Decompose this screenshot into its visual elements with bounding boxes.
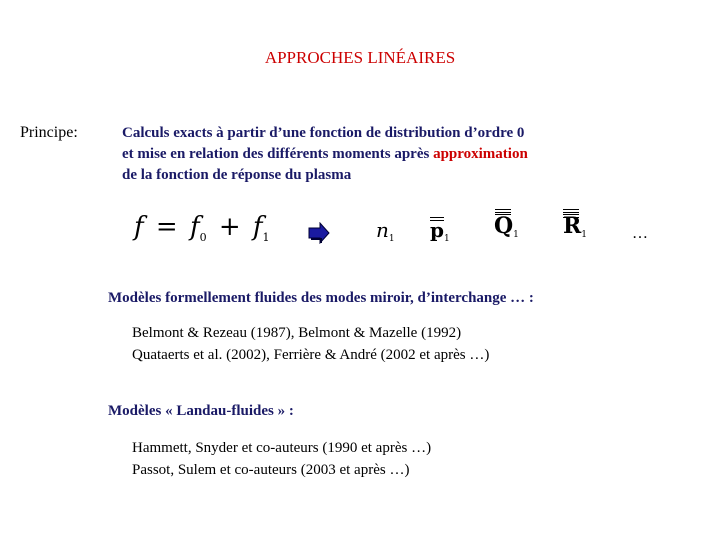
section-fluid-models-refs [132, 322, 489, 366]
eq-f1: f [252, 212, 263, 242]
calculs-line-1-rest: à partir d’une fonction de distribution d’ordre 0 [212, 125, 525, 141]
moment-R-bar-3 [563, 214, 579, 218]
section-landau-fluid-refs [132, 437, 431, 481]
approximation-highlight: approximation [433, 146, 528, 162]
calculs-line-2-start: et mise en relation des différents moments après [122, 146, 434, 162]
section-fluid-models-heading: Modèles formellement fluides des modes miroir, d’interchange … : [108, 290, 534, 306]
moment-R-symbol: R [563, 213, 582, 239]
moment-R-bar [563, 209, 579, 213]
reference-line: Quataerts et al. (2002), Ferrière & André (2002 et après …) [132, 347, 490, 363]
eq-sub0: 0 [199, 231, 207, 244]
calculs-line-3: de la fonction de réponse du plasma [122, 167, 352, 183]
moment-Q-bar [495, 209, 511, 213]
section-landau-fluid-heading: Modèles « Landau-fluides » : [108, 403, 294, 419]
moment-Q-symbol: Q [494, 213, 514, 239]
moment-Q-sub: 1 [513, 230, 519, 240]
moment-p [430, 218, 450, 242]
moment-Q-bar-3 [495, 214, 511, 215]
calculs-line-2 [122, 144, 528, 165]
eq-plus: + [218, 212, 241, 242]
moment-n-sub: 1 [388, 234, 395, 244]
right-arrow-icon [307, 222, 331, 244]
moment-p-bar [430, 217, 444, 221]
moment-p-sub: 1 [443, 234, 450, 244]
calculs-line-1 [122, 123, 528, 144]
moment-n-symbol: n [376, 218, 389, 242]
distribution-equation [134, 212, 270, 242]
moment-n [376, 218, 395, 242]
moment-p-symbol: p [430, 218, 444, 242]
slide-title: APPROCHES LINÉAIRES [264, 48, 456, 67]
reference-line: Hammett, Snyder et co-auteurs (1990 et après …) [132, 440, 432, 456]
eq-equals: = [155, 212, 178, 242]
reference-line: Belmont & Rezeau (1987), Belmont & Mazelle (1992) [132, 325, 462, 341]
eq-f0: f [189, 212, 200, 242]
moment-R [563, 213, 587, 239]
ellipsis: … [632, 225, 648, 242]
reference-line: Passot, Sulem et co-auteurs (2003 et après …) [132, 462, 410, 478]
moment-Q [494, 213, 519, 239]
principe-label: Principe: [20, 124, 78, 141]
eq-sub1: 1 [262, 231, 270, 244]
eq-f: f [134, 212, 144, 242]
moment-R-sub: 1 [581, 230, 588, 240]
calculs-description [122, 123, 528, 186]
calculs-exacts-highlight: Calculs exacts [122, 125, 213, 141]
